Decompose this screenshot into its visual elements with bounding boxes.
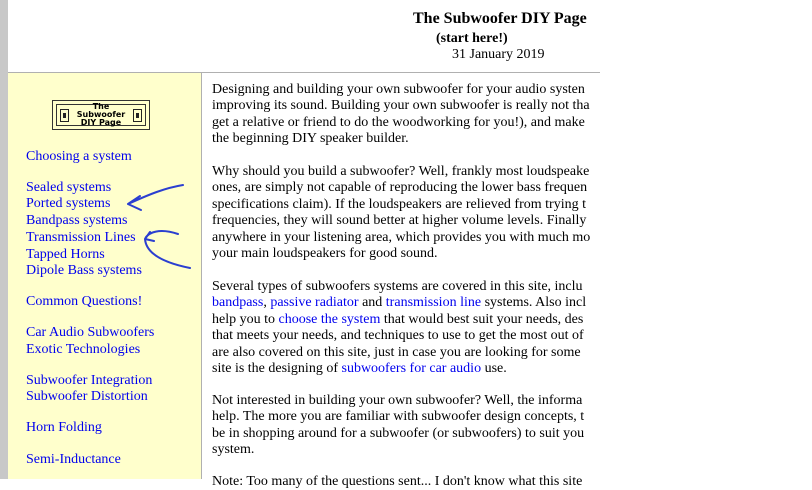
sidebar-item-common-questions[interactable]: Common Questions! [26, 294, 143, 309]
text-fragment: systems. Also incl [481, 295, 587, 311]
sidebar-item-exotic-technologies[interactable]: Exotic Technologies [26, 342, 141, 357]
text-line: help. The more you are familiar with subwoofer design concepts, t [212, 409, 585, 425]
text-fragment: , [263, 295, 271, 311]
text-line: your main loudspeakers for good sound. [212, 246, 438, 262]
sidebar-item-transmission-lines[interactable]: Transmission Lines [26, 230, 136, 245]
text-line [212, 361, 812, 377]
text-line [212, 295, 812, 311]
passive-radiator-link[interactable]: passive radiator [270, 295, 359, 311]
text-line: improving its sound. Building your own subwoofer is really not tha [212, 98, 590, 114]
sidebar-item-bandpass-systems[interactable]: Bandpass systems [26, 213, 128, 228]
sidebar-item-subwoofer-distortion[interactable]: Subwoofer Distortion [26, 389, 148, 404]
speaker-right-icon [133, 109, 142, 122]
logo-line-1: The Subwoofer [76, 102, 126, 119]
sidebar-item-horn-folding[interactable]: Horn Folding [26, 420, 102, 435]
bandpass-link[interactable]: bandpass [212, 295, 264, 311]
text-line: Why should you build a subwoofer? Well, frankly most loudspeake [212, 164, 590, 179]
intro-paragraph [212, 82, 812, 148]
text-fragment: site is the designing of [212, 361, 342, 377]
page-header [8, 0, 600, 73]
not-interested-paragraph [212, 393, 812, 459]
logo-line-2: DIY Page [80, 118, 122, 127]
note-paragraph-cut-off [212, 474, 812, 490]
speaker-left-icon [60, 109, 69, 122]
text-line: Note: Too many of the questions sent... I don't know what this site [212, 474, 583, 489]
why-paragraph [212, 164, 812, 262]
window-frame-edge [0, 0, 8, 479]
sidebar-item-subwoofer-integration[interactable]: Subwoofer Integration [26, 373, 153, 388]
types-paragraph [212, 279, 812, 377]
text-line: anywhere in your listening area, which provides you with much mo [212, 229, 591, 245]
site-logo-frame [56, 104, 146, 126]
sidebar-item-ported-systems[interactable]: Ported systems [26, 196, 111, 211]
text-line: frequencies, they will sound better at higher volume levels. Finally [212, 213, 587, 229]
text-fragment: and [358, 295, 386, 311]
sidebar-item-dipole-bass-systems[interactable]: Dipole Bass systems [26, 263, 142, 278]
page-subtitle: (start here!) [436, 31, 508, 46]
text-fragment: help you to [212, 311, 279, 327]
text-line: specifications claim). If the loudspeakers are relieved from trying t [212, 196, 586, 212]
text-line: be in shopping around for a subwoofer (or subwoofers) to suit you [212, 425, 585, 441]
page-title: The Subwoofer DIY Page [413, 10, 587, 27]
sidebar-item-tapped-horns[interactable]: Tapped Horns [26, 247, 105, 262]
subwoofers-for-car-audio-link[interactable]: subwoofers for car audio [341, 361, 482, 377]
main-content [212, 73, 600, 489]
text-line: that meets your needs, and techniques to use to get the most out of [212, 328, 584, 344]
sidebar-item-semi-inductance[interactable]: Semi-Inductance [26, 452, 121, 467]
text-line: Not interested in building your own subwoofer? Well, the informa [212, 393, 583, 408]
text-line: Several types of subwoofers systems are covered in this site, inclu [212, 279, 583, 294]
text-line: the beginning DIY speaker builder. [212, 131, 409, 147]
text-line: system. [212, 442, 255, 458]
text-fragment: that would best suit your needs, des [380, 311, 584, 327]
text-line: are also covered on this site, just in case you are looking for some [212, 344, 581, 360]
sidebar-item-car-audio-subwoofers[interactable]: Car Audio Subwoofers [26, 325, 155, 340]
transmission-line-link[interactable]: transmission line [385, 295, 482, 311]
text-line: Designing and building your own subwoofer for your audio systen [212, 82, 585, 97]
sidebar-item-choosing-a-system[interactable]: Choosing a system [26, 149, 132, 164]
site-logo[interactable] [52, 100, 150, 130]
text-line: ones, are simply not capable of reproducing the lower bass frequen [212, 180, 588, 196]
text-line: get a relative or friend to do the woodworking for you!), and make [212, 114, 585, 130]
choose-the-system-link[interactable]: choose the system [278, 311, 381, 327]
sidebar-item-sealed-systems[interactable]: Sealed systems [26, 180, 112, 195]
text-line [212, 312, 812, 328]
sidebar-nav [8, 73, 202, 479]
site-logo-text [69, 103, 134, 127]
page-date: 31 January 2019 [452, 47, 545, 62]
text-fragment: use. [481, 361, 507, 377]
